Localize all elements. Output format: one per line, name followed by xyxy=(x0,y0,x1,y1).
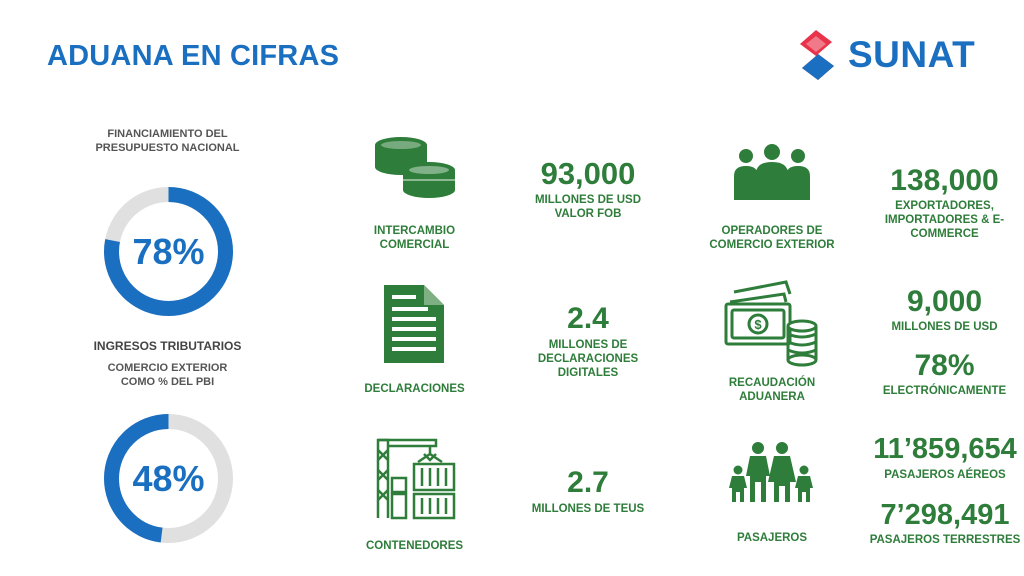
declarations-label: DECLARACIONES xyxy=(364,383,465,395)
operators-unit: EXPORTADORES, IMPORTADORES & E-COMMERCE xyxy=(884,200,1005,240)
collection-label: RECAUDACIÓN ADUANERA xyxy=(728,377,816,403)
collection-value2: 78% xyxy=(914,349,975,382)
passengers-value: 11’859,654 xyxy=(873,433,1017,465)
sunat-logo xyxy=(796,28,1006,86)
passengers-value2: 7’298,491 xyxy=(880,499,1010,531)
financing-donut xyxy=(102,185,235,318)
tax-donut xyxy=(102,412,235,545)
containers-label: CONTENEDORES xyxy=(365,540,464,552)
declarations-value: 2.4 xyxy=(567,302,609,335)
crane-container-icon xyxy=(374,438,458,520)
tax-heading: INGRESOS TRIBUTARIOS xyxy=(93,339,242,353)
trade-value: 93,000 xyxy=(540,156,636,191)
financing-percent: 78% xyxy=(132,231,205,272)
collection-value: 9,000 xyxy=(906,285,983,318)
trade-unit: MILLONES DE USD VALOR FOB xyxy=(534,194,642,220)
passengers-label: PASAJEROS xyxy=(736,532,808,544)
money-icon xyxy=(724,278,820,368)
collection-unit2: ELECTRÓNICAMENTE xyxy=(882,385,1007,397)
collection-unit: MILLONES DE USD xyxy=(891,321,998,333)
people-group-icon xyxy=(732,144,812,200)
passengers-unit: PASAJEROS AÉREOS xyxy=(884,469,1006,481)
passengers-unit2: PASAJEROS TERRESTRES xyxy=(869,534,1021,546)
logo-text: SUNAT xyxy=(848,34,976,75)
containers-unit: MILLONES DE TEUS xyxy=(531,503,645,515)
trade-label: INTERCAMBIO COMERCIAL xyxy=(373,225,456,251)
declarations-unit: MILLONES DE DECLARACIONES DIGITALES xyxy=(537,339,639,379)
coins-icon xyxy=(373,136,457,198)
operators-value: 138,000 xyxy=(890,164,999,197)
family-icon xyxy=(728,442,816,502)
page-title: ADUANA EN CIFRAS xyxy=(47,40,340,72)
sunat-logo-mark xyxy=(796,28,848,86)
financing-label: FINANCIAMIENTO DEL PRESUPUESTO NACIONAL xyxy=(95,128,240,154)
operators-label: OPERADORES DE COMERCIO EXTERIOR xyxy=(709,225,835,251)
document-icon xyxy=(384,285,444,363)
containers-value: 2.7 xyxy=(567,466,609,499)
svg-text:$: $ xyxy=(754,317,762,332)
tax-percent: 48% xyxy=(132,458,205,499)
tax-label: COMERCIO EXTERIOR COMO % DEL PBI xyxy=(107,362,228,388)
